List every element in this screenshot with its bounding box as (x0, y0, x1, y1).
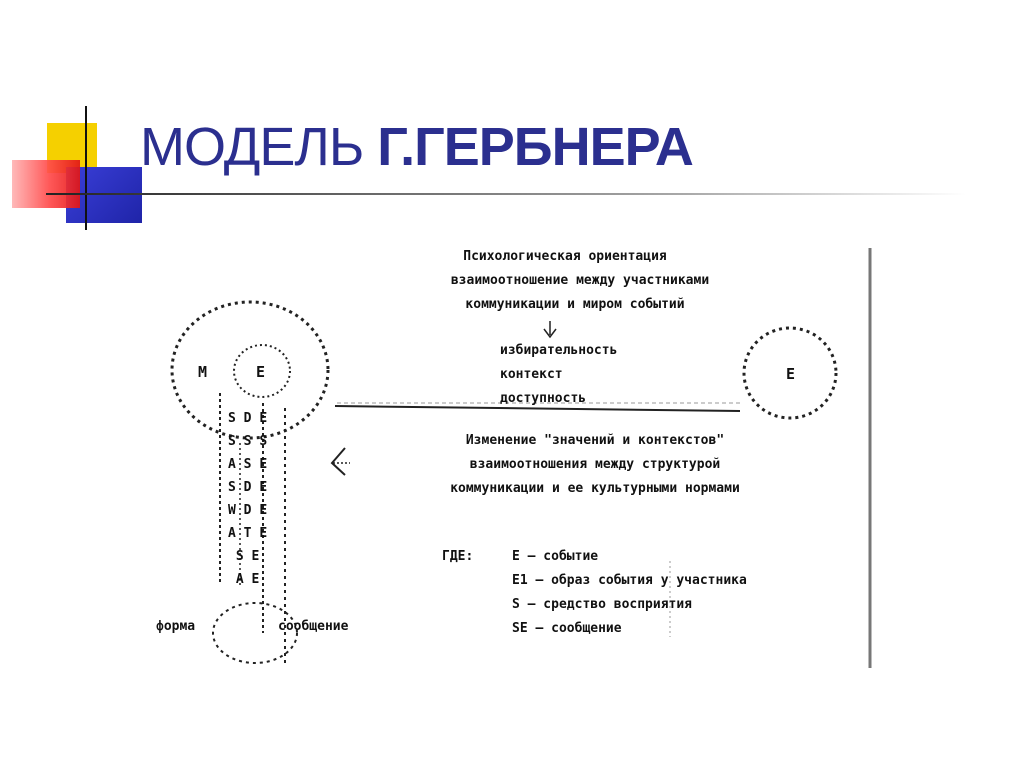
title-regular: МОДЕЛЬ (140, 117, 378, 177)
mid-block-line-3: доступность (500, 391, 587, 406)
right-circle-label-e: Е (786, 365, 796, 383)
column-row-1: S D E (228, 411, 268, 426)
vertical-rule (85, 106, 87, 230)
red-square-decoration (12, 160, 80, 208)
lower-block-line-2: взаимоотношения между структурой (469, 457, 721, 472)
event-perception-line (335, 406, 740, 411)
down-arrow-icon (544, 321, 556, 337)
column-row-7: S E (235, 549, 260, 564)
top-block-line-3: коммуникации и миром событий (465, 297, 685, 312)
legend-intro: ГДЕ: (442, 549, 474, 564)
column-row-8: A E (235, 572, 260, 587)
horizontal-rule (46, 193, 966, 195)
column-row-5: W D E (228, 503, 268, 518)
title-bold: Г.ГЕРБНЕРА (377, 117, 693, 177)
legend-line-4: SE – сообщение (512, 621, 622, 636)
mid-block-line-1: избирательность (500, 343, 618, 358)
slide-title (140, 112, 693, 182)
top-block-line-1: Психологическая ориентация (463, 249, 667, 264)
top-block-line-2: взаимоотношение между участниками (450, 273, 710, 288)
lower-block-line-1: Изменение "значений и контекстов" (465, 433, 725, 448)
left-circle-label-m: М (198, 363, 208, 381)
legend-line-3: S – средство восприятия (512, 597, 693, 612)
lower-block-line-3: коммуникации и ее культурными нормами (450, 481, 740, 496)
column-row-6: A T E (228, 526, 268, 541)
legend-line-1: Е – событие (512, 549, 599, 564)
left-circle-label-e: Е (256, 363, 266, 381)
bottom-left-form-label: форма (156, 619, 196, 634)
column-row-2: S S S (228, 434, 268, 449)
column-row-4: S D E (228, 480, 268, 495)
gerbner-model-diagram (150, 243, 880, 673)
lower-block-bracket (332, 448, 345, 475)
column-row-3: A S E (228, 457, 268, 472)
legend-line-2: Е1 – образ события у участника (512, 573, 747, 588)
mid-block-line-2: контекст (500, 367, 563, 382)
bottom-left-message-label: сообщение (278, 619, 349, 634)
